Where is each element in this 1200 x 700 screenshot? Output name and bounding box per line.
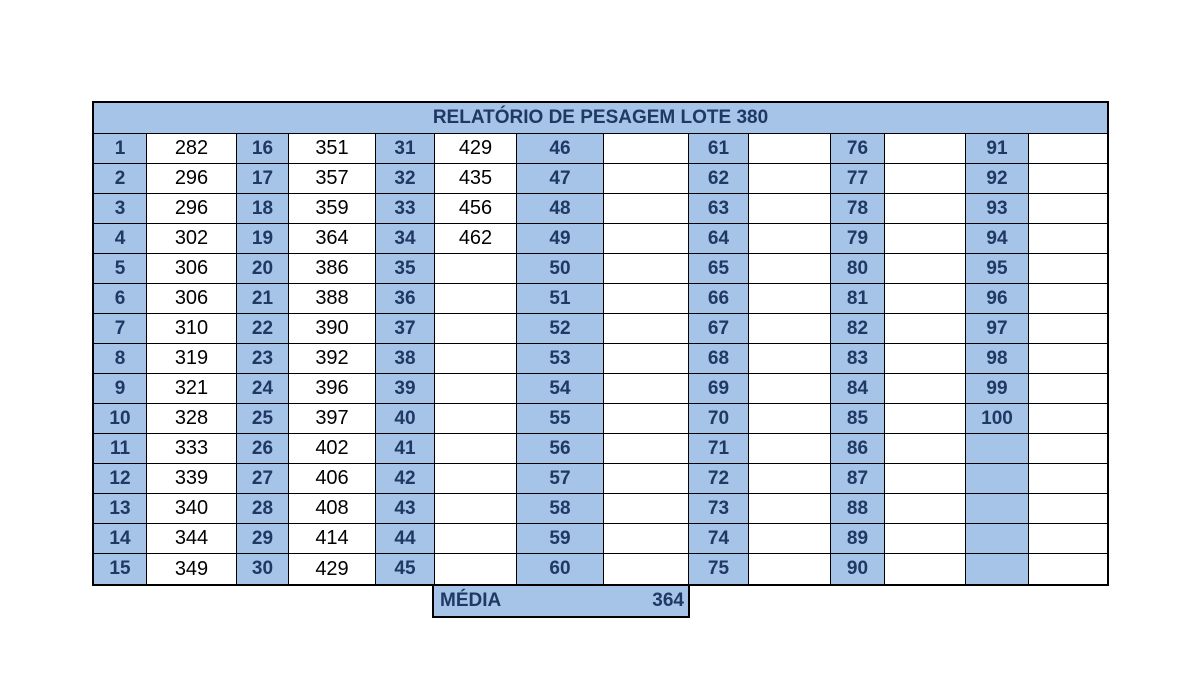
average-summary xyxy=(432,586,690,618)
weight-value-cell[interactable] xyxy=(604,344,689,374)
weight-value-cell[interactable]: 408 xyxy=(289,494,376,524)
row-number-cell[interactable]: 27 xyxy=(237,464,289,494)
weight-value-cell[interactable] xyxy=(604,524,689,554)
weight-value-cell[interactable]: 397 xyxy=(289,404,376,434)
row-number-cell[interactable]: 68 xyxy=(689,344,749,374)
row-number-cell[interactable]: 92 xyxy=(966,164,1029,194)
weight-value-cell[interactable] xyxy=(435,404,517,434)
weight-value-cell[interactable] xyxy=(435,314,517,344)
row-number-cell[interactable]: 10 xyxy=(94,404,147,434)
row-number-cell[interactable]: 62 xyxy=(689,164,749,194)
row-number-cell[interactable]: 81 xyxy=(831,284,885,314)
row-number-cell[interactable]: 72 xyxy=(689,464,749,494)
weight-value-cell[interactable] xyxy=(435,344,517,374)
row-number-cell[interactable]: 14 xyxy=(94,524,147,554)
row-number-cell[interactable]: 83 xyxy=(831,344,885,374)
weight-value-cell[interactable]: 429 xyxy=(435,134,517,164)
row-number-cell[interactable]: 5 xyxy=(94,254,147,284)
row-number-cell[interactable] xyxy=(966,524,1029,554)
row-number-cell[interactable]: 100 xyxy=(966,404,1029,434)
weight-value-cell[interactable]: 306 xyxy=(147,284,237,314)
row-number-cell[interactable]: 17 xyxy=(237,164,289,194)
weight-value-cell[interactable] xyxy=(1029,164,1107,194)
row-number-cell[interactable]: 65 xyxy=(689,254,749,284)
weight-value-cell[interactable]: 310 xyxy=(147,314,237,344)
weight-value-cell[interactable] xyxy=(604,464,689,494)
weight-value-cell[interactable] xyxy=(604,194,689,224)
weight-value-cell[interactable] xyxy=(749,134,831,164)
row-number-cell[interactable]: 37 xyxy=(376,314,435,344)
row-number-cell[interactable]: 7 xyxy=(94,314,147,344)
row-number-cell[interactable]: 70 xyxy=(689,404,749,434)
weight-value-cell[interactable] xyxy=(885,404,966,434)
row-number-cell[interactable]: 25 xyxy=(237,404,289,434)
row-number-cell[interactable]: 67 xyxy=(689,314,749,344)
row-number-cell[interactable]: 43 xyxy=(376,494,435,524)
weight-value-cell[interactable] xyxy=(749,434,831,464)
weight-value-cell[interactable] xyxy=(435,284,517,314)
weight-value-cell[interactable] xyxy=(435,434,517,464)
row-number-cell[interactable]: 87 xyxy=(831,464,885,494)
row-number-cell[interactable]: 29 xyxy=(237,524,289,554)
row-number-cell[interactable]: 40 xyxy=(376,404,435,434)
row-number-cell[interactable]: 97 xyxy=(966,314,1029,344)
weight-value-cell[interactable] xyxy=(1029,284,1107,314)
weight-value-cell[interactable] xyxy=(749,284,831,314)
row-number-cell[interactable]: 50 xyxy=(517,254,604,284)
row-number-cell[interactable]: 80 xyxy=(831,254,885,284)
row-number-cell[interactable]: 88 xyxy=(831,494,885,524)
weight-value-cell[interactable] xyxy=(435,554,517,584)
weight-value-cell[interactable] xyxy=(604,134,689,164)
weight-value-cell[interactable]: 402 xyxy=(289,434,376,464)
weight-value-cell[interactable] xyxy=(604,284,689,314)
row-number-cell[interactable]: 20 xyxy=(237,254,289,284)
row-number-cell[interactable]: 74 xyxy=(689,524,749,554)
weight-value-cell[interactable] xyxy=(435,254,517,284)
row-number-cell[interactable]: 19 xyxy=(237,224,289,254)
weight-value-cell[interactable] xyxy=(885,494,966,524)
weight-value-cell[interactable] xyxy=(604,374,689,404)
row-number-cell[interactable]: 69 xyxy=(689,374,749,404)
row-number-cell[interactable] xyxy=(966,494,1029,524)
row-number-cell[interactable]: 56 xyxy=(517,434,604,464)
row-number-cell[interactable]: 52 xyxy=(517,314,604,344)
weight-value-cell[interactable] xyxy=(1029,344,1107,374)
row-number-cell[interactable]: 6 xyxy=(94,284,147,314)
row-number-cell[interactable]: 85 xyxy=(831,404,885,434)
row-number-cell[interactable]: 61 xyxy=(689,134,749,164)
weight-value-cell[interactable] xyxy=(749,404,831,434)
weight-value-cell[interactable] xyxy=(1029,524,1107,554)
row-number-cell[interactable]: 13 xyxy=(94,494,147,524)
row-number-cell[interactable]: 66 xyxy=(689,284,749,314)
weight-value-cell[interactable]: 302 xyxy=(147,224,237,254)
row-number-cell[interactable]: 59 xyxy=(517,524,604,554)
weight-value-cell[interactable] xyxy=(749,524,831,554)
row-number-cell[interactable]: 15 xyxy=(94,554,147,584)
report-title: RELATÓRIO DE PESAGEM LOTE 380 xyxy=(94,103,1107,134)
weight-value-cell[interactable]: 306 xyxy=(147,254,237,284)
weight-value-cell[interactable]: 340 xyxy=(147,494,237,524)
weight-value-cell[interactable] xyxy=(885,134,966,164)
row-number-cell[interactable]: 63 xyxy=(689,194,749,224)
row-number-cell[interactable]: 99 xyxy=(966,374,1029,404)
weight-value-cell[interactable] xyxy=(435,494,517,524)
weight-value-cell[interactable] xyxy=(1029,194,1107,224)
weight-value-cell[interactable] xyxy=(749,314,831,344)
row-number-cell[interactable]: 82 xyxy=(831,314,885,344)
weight-value-cell[interactable]: 462 xyxy=(435,224,517,254)
row-number-cell[interactable]: 76 xyxy=(831,134,885,164)
weight-value-cell[interactable] xyxy=(749,374,831,404)
weight-value-cell[interactable] xyxy=(885,374,966,404)
weight-value-cell[interactable] xyxy=(604,254,689,284)
weight-value-cell[interactable] xyxy=(604,224,689,254)
weight-value-cell[interactable] xyxy=(885,254,966,284)
row-number-cell[interactable]: 32 xyxy=(376,164,435,194)
weight-value-cell[interactable]: 339 xyxy=(147,464,237,494)
weight-value-cell[interactable] xyxy=(885,344,966,374)
weight-value-cell[interactable]: 296 xyxy=(147,194,237,224)
weight-value-cell[interactable]: 364 xyxy=(289,224,376,254)
weight-value-cell[interactable] xyxy=(604,434,689,464)
row-number-cell[interactable]: 36 xyxy=(376,284,435,314)
weight-value-cell[interactable]: 388 xyxy=(289,284,376,314)
weight-value-cell[interactable] xyxy=(1029,404,1107,434)
weight-value-cell[interactable]: 349 xyxy=(147,554,237,584)
row-number-cell[interactable]: 89 xyxy=(831,524,885,554)
row-number-cell[interactable]: 51 xyxy=(517,284,604,314)
weight-value-cell[interactable] xyxy=(604,164,689,194)
row-number-cell[interactable]: 23 xyxy=(237,344,289,374)
weight-value-cell[interactable] xyxy=(604,554,689,584)
row-number-cell[interactable] xyxy=(966,434,1029,464)
weight-value-cell[interactable] xyxy=(749,254,831,284)
weight-value-cell[interactable] xyxy=(749,224,831,254)
weight-value-cell[interactable] xyxy=(1029,134,1107,164)
row-number-cell[interactable]: 57 xyxy=(517,464,604,494)
row-number-cell[interactable]: 35 xyxy=(376,254,435,284)
row-number-cell[interactable]: 77 xyxy=(831,164,885,194)
row-number-cell[interactable]: 2 xyxy=(94,164,147,194)
row-number-cell[interactable]: 75 xyxy=(689,554,749,584)
weight-value-cell[interactable] xyxy=(1029,224,1107,254)
weight-value-cell[interactable] xyxy=(604,314,689,344)
weights-grid xyxy=(94,134,1107,585)
weight-value-cell[interactable] xyxy=(1029,464,1107,494)
row-number-cell[interactable]: 95 xyxy=(966,254,1029,284)
row-number-cell[interactable]: 21 xyxy=(237,284,289,314)
row-number-cell[interactable]: 64 xyxy=(689,224,749,254)
weight-value-cell[interactable] xyxy=(435,374,517,404)
row-number-cell[interactable]: 18 xyxy=(237,194,289,224)
row-number-cell[interactable]: 78 xyxy=(831,194,885,224)
weighing-report-table xyxy=(92,101,1109,586)
weight-value-cell[interactable] xyxy=(1029,254,1107,284)
row-number-cell[interactable]: 45 xyxy=(376,554,435,584)
row-number-cell[interactable]: 93 xyxy=(966,194,1029,224)
weight-value-cell[interactable] xyxy=(885,164,966,194)
average-label: MÉDIA xyxy=(440,590,502,611)
weight-value-cell[interactable]: 406 xyxy=(289,464,376,494)
weight-value-cell[interactable] xyxy=(1029,314,1107,344)
weight-value-cell[interactable]: 357 xyxy=(289,164,376,194)
row-number-cell[interactable]: 39 xyxy=(376,374,435,404)
weight-value-cell[interactable]: 321 xyxy=(147,374,237,404)
weight-value-cell[interactable] xyxy=(749,194,831,224)
weight-value-cell[interactable]: 296 xyxy=(147,164,237,194)
row-number-cell[interactable]: 28 xyxy=(237,494,289,524)
weight-value-cell[interactable] xyxy=(749,464,831,494)
row-number-cell[interactable]: 94 xyxy=(966,224,1029,254)
weight-value-cell[interactable]: 429 xyxy=(289,554,376,584)
weight-value-cell[interactable] xyxy=(435,524,517,554)
row-number-cell[interactable] xyxy=(966,464,1029,494)
row-number-cell[interactable]: 26 xyxy=(237,434,289,464)
row-number-cell[interactable]: 41 xyxy=(376,434,435,464)
row-number-cell[interactable]: 91 xyxy=(966,134,1029,164)
weight-value-cell[interactable]: 328 xyxy=(147,404,237,434)
row-number-cell[interactable]: 73 xyxy=(689,494,749,524)
weight-value-cell[interactable]: 386 xyxy=(289,254,376,284)
weight-value-cell[interactable] xyxy=(885,314,966,344)
weight-value-cell[interactable]: 333 xyxy=(147,434,237,464)
row-number-cell[interactable]: 48 xyxy=(517,194,604,224)
row-number-cell[interactable]: 9 xyxy=(94,374,147,404)
row-number-cell[interactable]: 58 xyxy=(517,494,604,524)
weight-value-cell[interactable]: 282 xyxy=(147,134,237,164)
row-number-cell[interactable]: 4 xyxy=(94,224,147,254)
row-number-cell[interactable]: 84 xyxy=(831,374,885,404)
row-number-cell[interactable]: 46 xyxy=(517,134,604,164)
weight-value-cell[interactable]: 392 xyxy=(289,344,376,374)
weight-value-cell[interactable] xyxy=(749,554,831,584)
row-number-cell[interactable]: 42 xyxy=(376,464,435,494)
weight-value-cell[interactable] xyxy=(749,164,831,194)
row-number-cell[interactable]: 90 xyxy=(831,554,885,584)
row-number-cell[interactable]: 12 xyxy=(94,464,147,494)
weight-value-cell[interactable]: 456 xyxy=(435,194,517,224)
row-number-cell[interactable]: 16 xyxy=(237,134,289,164)
row-number-cell[interactable]: 38 xyxy=(376,344,435,374)
weight-value-cell[interactable] xyxy=(885,464,966,494)
weight-value-cell[interactable]: 390 xyxy=(289,314,376,344)
weight-value-cell[interactable] xyxy=(749,344,831,374)
weight-value-cell[interactable] xyxy=(435,464,517,494)
row-number-cell[interactable]: 98 xyxy=(966,344,1029,374)
weight-value-cell[interactable] xyxy=(604,494,689,524)
weight-value-cell[interactable] xyxy=(1029,554,1107,584)
row-number-cell[interactable] xyxy=(966,554,1029,584)
weight-value-cell[interactable] xyxy=(749,494,831,524)
weight-value-cell[interactable]: 319 xyxy=(147,344,237,374)
row-number-cell[interactable]: 96 xyxy=(966,284,1029,314)
row-number-cell[interactable]: 54 xyxy=(517,374,604,404)
weight-value-cell[interactable] xyxy=(1029,374,1107,404)
weight-value-cell[interactable] xyxy=(604,404,689,434)
row-number-cell[interactable]: 22 xyxy=(237,314,289,344)
weight-value-cell[interactable]: 344 xyxy=(147,524,237,554)
weight-value-cell[interactable]: 414 xyxy=(289,524,376,554)
row-number-cell[interactable]: 71 xyxy=(689,434,749,464)
average-value: 364 xyxy=(652,590,684,611)
row-number-cell[interactable]: 3 xyxy=(94,194,147,224)
weight-value-cell[interactable] xyxy=(885,554,966,584)
weight-value-cell[interactable]: 435 xyxy=(435,164,517,194)
weight-value-cell[interactable]: 396 xyxy=(289,374,376,404)
row-number-cell[interactable]: 55 xyxy=(517,404,604,434)
weight-value-cell[interactable] xyxy=(885,524,966,554)
weight-value-cell[interactable] xyxy=(1029,434,1107,464)
row-number-cell[interactable]: 31 xyxy=(376,134,435,164)
row-number-cell[interactable]: 44 xyxy=(376,524,435,554)
row-number-cell[interactable]: 8 xyxy=(94,344,147,374)
weight-value-cell[interactable] xyxy=(885,224,966,254)
row-number-cell[interactable]: 34 xyxy=(376,224,435,254)
weight-value-cell[interactable] xyxy=(885,194,966,224)
row-number-cell[interactable]: 33 xyxy=(376,194,435,224)
row-number-cell[interactable]: 30 xyxy=(237,554,289,584)
row-number-cell[interactable]: 11 xyxy=(94,434,147,464)
row-number-cell[interactable]: 86 xyxy=(831,434,885,464)
row-number-cell[interactable]: 53 xyxy=(517,344,604,374)
row-number-cell[interactable]: 24 xyxy=(237,374,289,404)
row-number-cell[interactable]: 79 xyxy=(831,224,885,254)
weight-value-cell[interactable] xyxy=(1029,494,1107,524)
row-number-cell[interactable]: 47 xyxy=(517,164,604,194)
weight-value-cell[interactable]: 359 xyxy=(289,194,376,224)
row-number-cell[interactable]: 60 xyxy=(517,554,604,584)
weight-value-cell[interactable]: 351 xyxy=(289,134,376,164)
weight-value-cell[interactable] xyxy=(885,284,966,314)
weight-value-cell[interactable] xyxy=(885,434,966,464)
row-number-cell[interactable]: 49 xyxy=(517,224,604,254)
row-number-cell[interactable]: 1 xyxy=(94,134,147,164)
